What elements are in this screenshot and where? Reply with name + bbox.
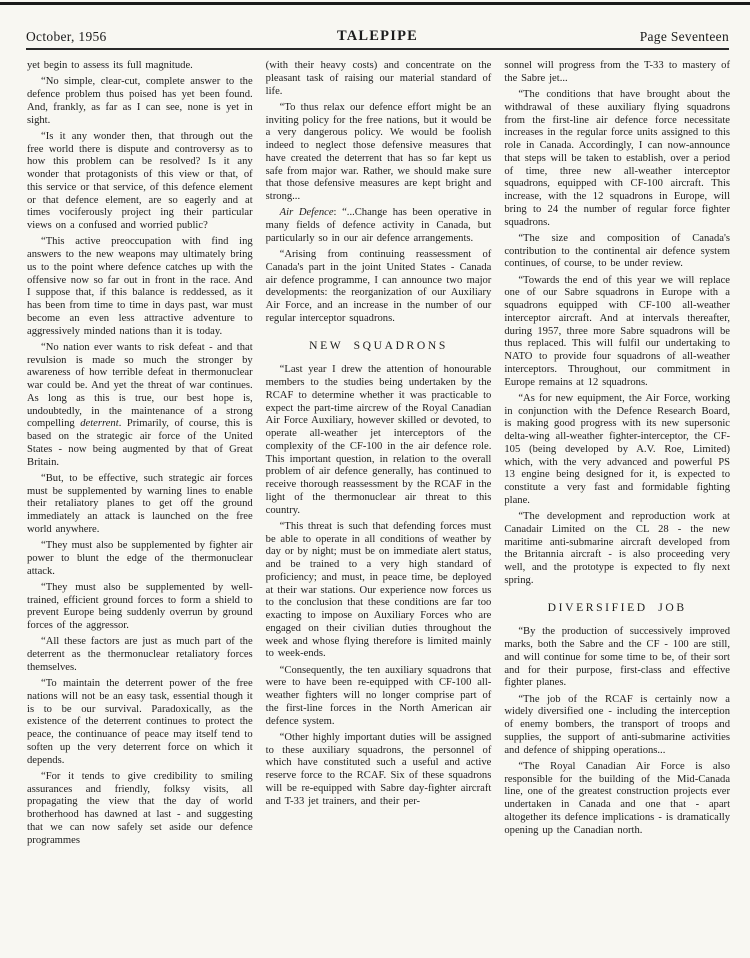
publication-title: TALEPIPE (336, 28, 419, 44)
paragraph (266, 207, 492, 245)
paragraph: “This threat is such that defending forces must be able to operate in all conditions of weather by day or by night; must be on immediate alert status, and be trained to a very high standard of proficiency; and must, in peace time, be deployed at their war stations. Our experience now forces us to the conclusion that these conditions are far too exacting to impose on Auxiliary Forces who are engaged on their civilian duties throughout the week and whose flying therefore is limited mainly to week-ends. (265, 520, 492, 660)
masthead (26, 26, 729, 50)
paragraph: “This active preoccupation with find ing answers to the new weapons may ultimately bring us to the point where defence catches up with the offensive now so far out in front in the race. And I suppose that, if this balance is reddessed, as it has been from time to time in days past, war must become an even less attractive adventure to aggressively minded nations than it is today. (27, 236, 253, 337)
top-rule (0, 2, 750, 5)
paragraph: “Other highly important duties will be assigned to these auxiliary squadrons, the personnel of which have constituted such a useful and active reserve force to the RCAF. Six of these squadrons will be re-equipped with Sabre day-fighter aircraft and T-33 jet trainers, and their per- (265, 731, 492, 807)
section-heading-diversified-job: DIVERSIFIED JOB (547, 600, 687, 614)
paragraph: “The size and composition of Canada's contribution to the continental air defence system continues, of course, to be under review. (504, 232, 731, 270)
section-heading-new-squadrons: NEW SQUADRONS (309, 338, 448, 352)
paragraph (27, 342, 253, 470)
italic-lead: Air Defence (279, 207, 334, 219)
paragraph: yet begin to assess its full magnitude. (27, 60, 193, 71)
paragraph: “To maintain the deterrent power of the free nations will not be an easy task, essential though it is to be our survival. Paradoxically, as the existence of the deterrent continues to protect the peace, the continuance of peace may itself tend to soften up the very deterrent force on which it depends. (27, 678, 253, 766)
paragraph: sonnel will progress from the T-33 to mastery of the Sabre jet... (504, 60, 731, 84)
paragraph: “The development and reproduction work at Canadair Limited on the CL 28 - the new maritime anti-submarine aircraft developed from the Britannia aircraft - is also proceeding very well, and the prototype is expected to fly next spring. (504, 511, 731, 586)
paragraph: “For it tends to give credibility to smiling assurances and friendly, folksy visits, all propagating the view that the day of world brotherhood has dawned at last - and suggesting that we can now safely set aside our defence programmes (27, 770, 253, 846)
column-1 (27, 60, 253, 958)
paragraph: “They must also be supplemented by well-trained, efficient ground forces to form a shield to prevent Europe being suddenly overrun by ground forces of the aggressor. (27, 581, 253, 631)
paragraph: “Consequently, the ten auxiliary squadrons that were to have been re-equipped with CF-100 all-weather fighters will no longer comprise part of the first-line forces in the North American air defence system. (265, 664, 492, 727)
italic-word: deterrent (80, 418, 119, 430)
column-3 (504, 60, 730, 958)
column-2 (266, 60, 492, 958)
paragraph: “But, to be effective, such strategic air forces must be supplemented by warning lines to enable their retaliatory planes to get off the ground immediately an attack is launched on the free world anywhere. (27, 472, 253, 535)
paragraph: “They must also be supplemented by fighter air power to blunt the edge of the thermonuclear attack. (27, 540, 253, 577)
paragraph-text: “No nation ever wants to risk defeat - and that revulsion is made so much the stronger by awareness of how terrible defeat in thermonuclear war could be. And yet the threat of war continues. As long as this is true, our best hope is, undoubtedly, in the maintenance of a strong compelling (27, 341, 253, 430)
paragraph: “The conditions that have brought about the withdrawal of these auxiliary flying squadrons from the first-line air defence force necessitate increases in the regular force units assigned to this role in Canada. Accordingly, I can now-announce that steps will be taken to establish, over a period of time, three new all-weather interceptor squadrons, equipped with CF-100 aircraft. This increase, with the 12 squadrons in Europe, will bring to 24 the number of regular force fighter squadrons. (504, 89, 731, 228)
paragraph: “Last year I drew the attention of honourable members to the studies being undertaken by the RCAF to determine whether it was practicable to expect the part-time aircrew of the Royal Canadian Air Force Auxiliary, however skilled or devoted, to operate all-weather jet interceptors of the complexity of the CF-100 in the air defence role. This important question, in relation to the overall problem of air defence generally, has continued to receive thorough reassessment by the RCAF in the light of the thermonuclear air threat to this country. (265, 364, 492, 516)
paragraph: “Towards the end of this year we will replace one of our Sabre squadrons in Europe with a squadrons equipped with CF-100 all-weather interceptor aircraft. And at intervals thereafter, during 1957, three more Sabre squadrons will be thus replaced. This will fulfil our undertaking to NATO to provide four squadrons of all-weather interceptors. Throughout, our commitment in Europe remains at 12 squadrons. (504, 274, 731, 388)
page-number: Page Seventeen (639, 29, 729, 44)
paragraph: “By the production of successively improved marks, both the Sabre and the CF - 100 are still, and will continue for some time to be, of their sort and for their purpose, first-class and effective fighter planes. (504, 626, 731, 689)
article-body (27, 60, 730, 958)
paragraph: “Arising from continuing reassessment of Canada's part in the joint United States - Canada air defence programme, I can announce two major developments: the reorganization of our Auxiliary Air Force, and an increase in the number of our regular interceptor squadrons. (265, 249, 492, 324)
paragraph: “The job of the RCAF is certainly now a widely diversified one - including the interception of enemy bombers, the transport of troops and supplies, the support of anti-submarine activities and defence of shipping operations... (504, 693, 731, 756)
paragraph: “The Royal Canadian Air Force is also responsible for the building of the Mid-Canada line, one of the greatest construction projects ever undertaken in Canada and one that - apart altogether its defence implications - is dramatically opening up the Canadian north. (504, 760, 731, 836)
paragraph: (with their heavy costs) and concentrate on the pleasant task of raising our material standard of life. (265, 60, 492, 97)
paragraph: “To thus relax our defence effort might be an inviting policy for the free nations, but it would be a very dangerous policy. We would be foolish indeed to neglect those defensive measures that have created the deterrent that has so far kept us safe from major war. Rather, we should make sure that those defensive measures are kept bright and strong... (265, 101, 492, 202)
paragraph: “Is it any wonder then, that through out the free world there is dispute and controversy as to how this problem can be resolved? Is it any wonder that protagonists of this view or that, of this service or that service, of this defence element or that defence element, are so eagerly and at times vociferously project ing their particular views on a confused and worried public? (27, 130, 253, 231)
paragraph-text: . Primarily, of course, this is based on the strategic air force of the United States - now being augmented by that of Great Britain. (27, 418, 253, 468)
paragraph: “As for new equipment, the Air Force, working in conjunction with the Defence Research Board, is making good progress with its new supersonic delta-wing all-weather fighter-interceptor, the CF-105 (being developed by A.V. Roe, Limited) which, with the very advanced and powerful PS 13 engine being designed for it, is expected to constitute a very fast and formidable fighting plane. (504, 392, 731, 506)
paragraph-text: : “...Change has been operative in many fields of defence activity in Canada, but particularly so in our air defence arrangements. (265, 207, 492, 244)
paragraph: “All these factors are just as much part of the deterrent as the thermonuclear retaliatory forces themselves. (27, 636, 253, 673)
paragraph: “No simple, clear-cut, complete answer to the defence problem thus poised has yet been found. And, frankly, as far as I can see, none is yet in sight. (27, 76, 253, 126)
issue-date: October, 1956 (26, 29, 107, 44)
